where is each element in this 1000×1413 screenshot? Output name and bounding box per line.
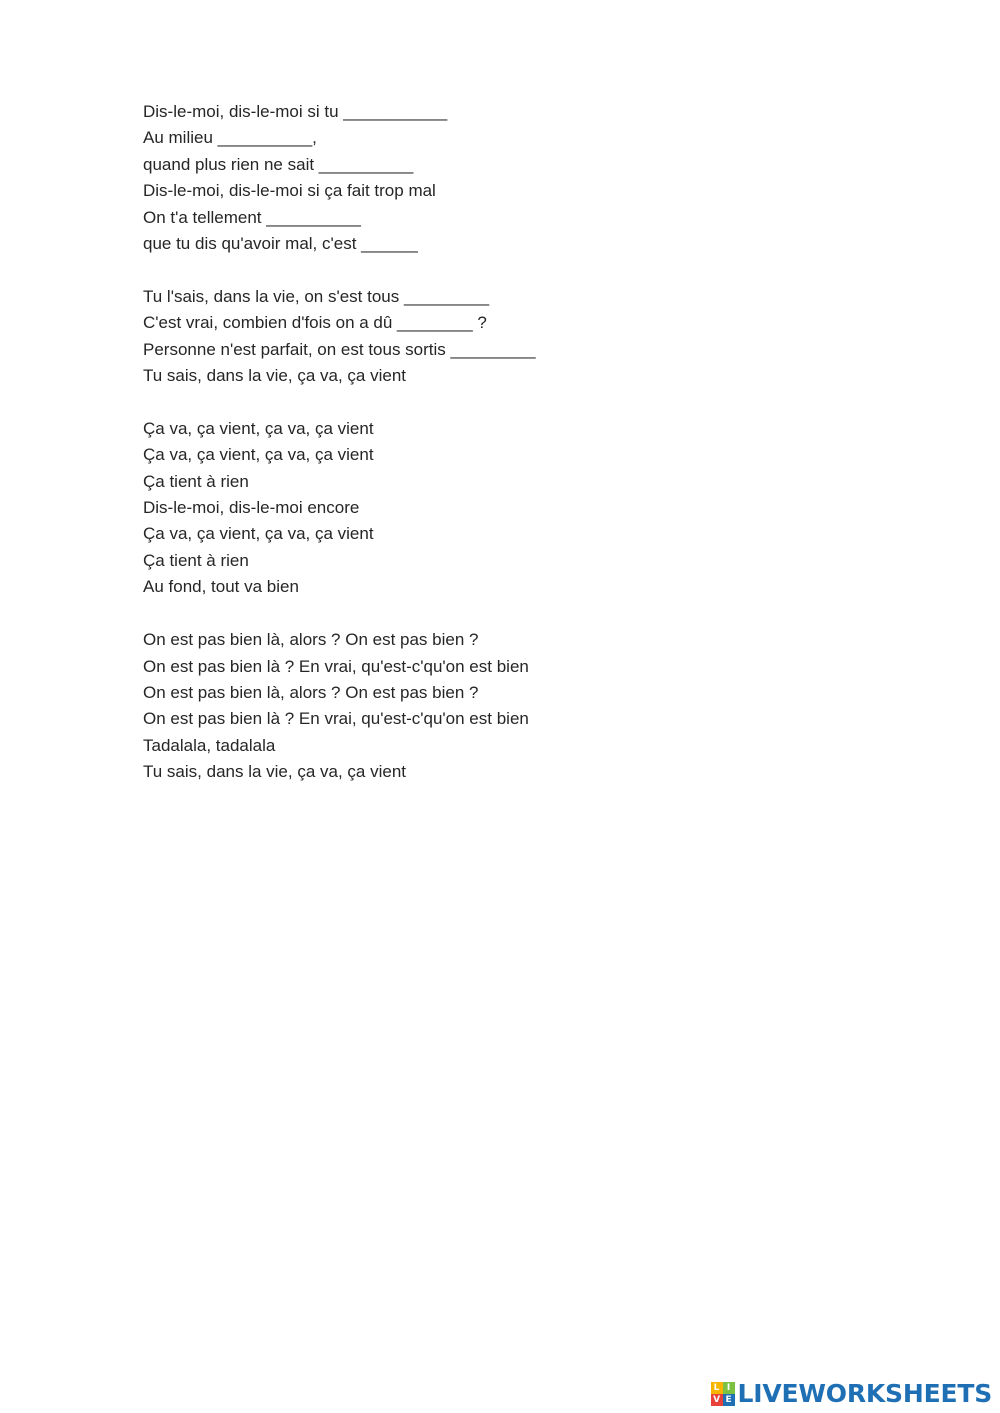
- lyric-line: Au milieu __________,: [143, 128, 317, 148]
- lyric-line: que tu dis qu'avoir mal, c'est ______: [143, 233, 418, 253]
- lyrics-block: [143, 99, 863, 812]
- liveworksheets-wordmark: LIVEWORKSHEETS: [737, 1379, 992, 1408]
- lyric-line: On t'a tellement __________: [143, 207, 361, 227]
- lyric-line: Dis-le-moi, dis-le-moi encore: [143, 498, 360, 518]
- lyric-line: On est pas bien là, alors ? On est pas bien ?: [143, 682, 479, 702]
- lyric-line: On est pas bien là ? En vrai, qu'est-c'qu'on est bien: [143, 656, 529, 676]
- lyric-line: Ça va, ça vient, ça va, ça vient: [143, 418, 374, 438]
- lyric-line: Au fond, tout va bien: [143, 577, 299, 597]
- lyric-line: Dis-le-moi, dis-le-moi si ça fait trop mal: [143, 181, 436, 201]
- lyric-line: Tu l'sais, dans la vie, on s'est tous _________: [143, 286, 490, 306]
- logo-letter-e: E: [723, 1394, 735, 1406]
- stanza-4: [143, 627, 863, 785]
- lyric-line: On est pas bien là, alors ? On est pas bien ?: [143, 630, 479, 650]
- lyric-line: Ça tient à rien: [143, 550, 249, 570]
- lyric-line: On est pas bien là ? En vrai, qu'est-c'qu'on est bien: [143, 709, 529, 729]
- liveworksheets-logo-icon: [711, 1382, 735, 1406]
- logo-letter-v: V: [711, 1394, 723, 1406]
- lyric-line: Tu sais, dans la vie, ça va, ça vient: [143, 366, 406, 386]
- stanza-2: [143, 284, 863, 390]
- stanza-3: [143, 416, 863, 601]
- logo-letter-l: L: [711, 1382, 723, 1394]
- lyric-line: Personne n'est parfait, on est tous sortis _________: [143, 339, 536, 359]
- lyric-line: Ça tient à rien: [143, 471, 249, 491]
- lyric-line: C'est vrai, combien d'fois on a dû ________ ?: [143, 313, 487, 333]
- liveworksheets-watermark: [711, 1381, 992, 1407]
- lyric-line: Tadalala, tadalala: [143, 735, 276, 755]
- lyric-line: Ça va, ça vient, ça va, ça vient: [143, 524, 374, 544]
- lyric-line: Dis-le-moi, dis-le-moi si tu ___________: [143, 102, 448, 121]
- lyric-line: quand plus rien ne sait __________: [143, 154, 414, 174]
- stanza-1: [143, 99, 863, 257]
- lyric-line: Ça va, ça vient, ça va, ça vient: [143, 445, 374, 465]
- lyric-line: Tu sais, dans la vie, ça va, ça vient: [143, 762, 406, 782]
- logo-letter-i: I: [723, 1382, 735, 1394]
